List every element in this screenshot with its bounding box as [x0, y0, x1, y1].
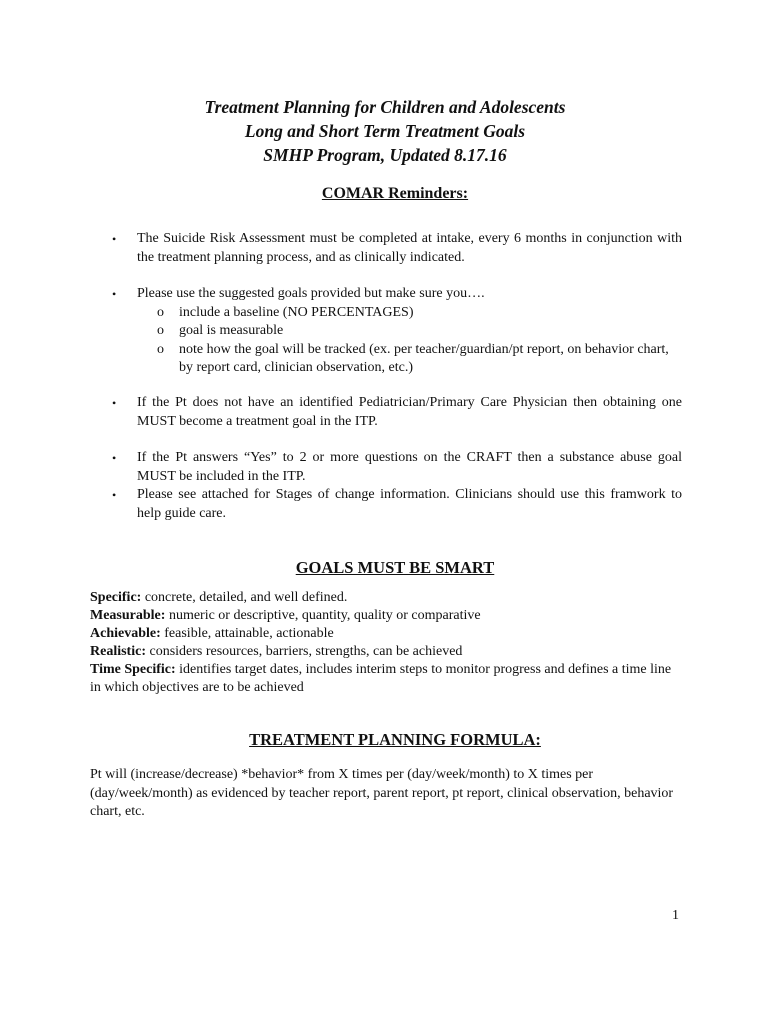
definition-text: considers resources, barriers, strengths, can be achieved [145, 644, 463, 659]
definition-specific [90, 589, 680, 607]
title-line-1: Treatment Planning for Children and Adolescents [204, 97, 566, 117]
reminder-text: Please see attached for Stages of change information. Clinicians should use this framwork to help guide care. [137, 487, 682, 521]
bullet-icon: • [112, 451, 117, 465]
definition-term: Specific: [90, 590, 142, 605]
definition-time-specific [90, 661, 680, 697]
reminder-text: Please use the suggested goals provided but make sure you…. [137, 286, 485, 301]
definition-text: feasible, attainable, actionable [160, 626, 334, 641]
hollow-bullet-icon: o [157, 323, 164, 338]
definition-text: identifies target dates, includes interim steps to monitor progress and defines a time line in which objectives are to be achieved [90, 662, 672, 695]
definition-text: concrete, detailed, and well defined. [141, 590, 348, 605]
bullet-icon: • [112, 287, 117, 301]
page-number: 1 [672, 908, 679, 923]
list-item [112, 394, 682, 431]
hollow-bullet-icon: o [157, 304, 164, 320]
smart-definitions [90, 589, 680, 697]
list-item [112, 486, 682, 523]
title-line-3: SMHP Program, Updated 8.17.16 [263, 145, 507, 165]
definition-measurable [90, 607, 680, 625]
goal-checklist [157, 304, 682, 378]
bullet-icon: • [112, 396, 117, 410]
formula-text: Pt will (increase/decrease) *behavior* from X times per (day/week/month) to X times per (day/week/month) as evidenced by teacher report, parent report, pt report, clinical observation, behavior chart, etc. [90, 767, 674, 819]
hollow-bullet-icon: o [157, 341, 164, 357]
checklist-item [157, 304, 682, 323]
list-item [112, 230, 682, 267]
title-line-2: Long and Short Term Treatment Goals [244, 121, 526, 141]
definition-achievable [90, 625, 680, 643]
definition-term: Measurable: [90, 608, 166, 623]
definition-realistic [90, 643, 680, 661]
reminder-text: If the Pt answers “Yes” to 2 or more questions on the CRAFT then a substance abuse goal MUST be included in the ITP. [137, 450, 682, 484]
checklist-item [157, 322, 682, 341]
definition-text: numeric or descriptive, quantity, quality or comparative [165, 608, 481, 623]
checklist-text: goal is measurable [179, 323, 284, 338]
checklist-text: note how the goal will be tracked (ex. per teacher/guardian/pt report, on behavior chart, by report card, clinician observation, etc.) [179, 341, 669, 375]
formula-heading: TREATMENT PLANNING FORMULA: [249, 730, 541, 749]
reminder-text: The Suicide Risk Assessment must be completed at intake, every 6 months in conjunction with the treatment planning process, and as clinically indicated. [137, 231, 682, 265]
smart-heading: GOALS MUST BE SMART [295, 558, 495, 577]
list-item [112, 285, 682, 378]
definition-term: Realistic: [90, 644, 146, 659]
document-title [0, 95, 770, 167]
reminder-text: If the Pt does not have an identified Pediatrician/Primary Care Physician then obtaining one MUST become a treatment goal in the ITP. [137, 395, 682, 429]
bullet-icon: • [112, 232, 117, 246]
definition-term: Achievable: [90, 626, 161, 641]
definition-term: Time Specific: [90, 662, 176, 677]
comar-heading: COMAR Reminders: [321, 185, 469, 202]
list-item [112, 449, 682, 486]
checklist-item [157, 341, 682, 378]
bullet-icon: • [112, 488, 117, 502]
checklist-text: include a baseline (NO PERCENTAGES) [179, 304, 414, 320]
